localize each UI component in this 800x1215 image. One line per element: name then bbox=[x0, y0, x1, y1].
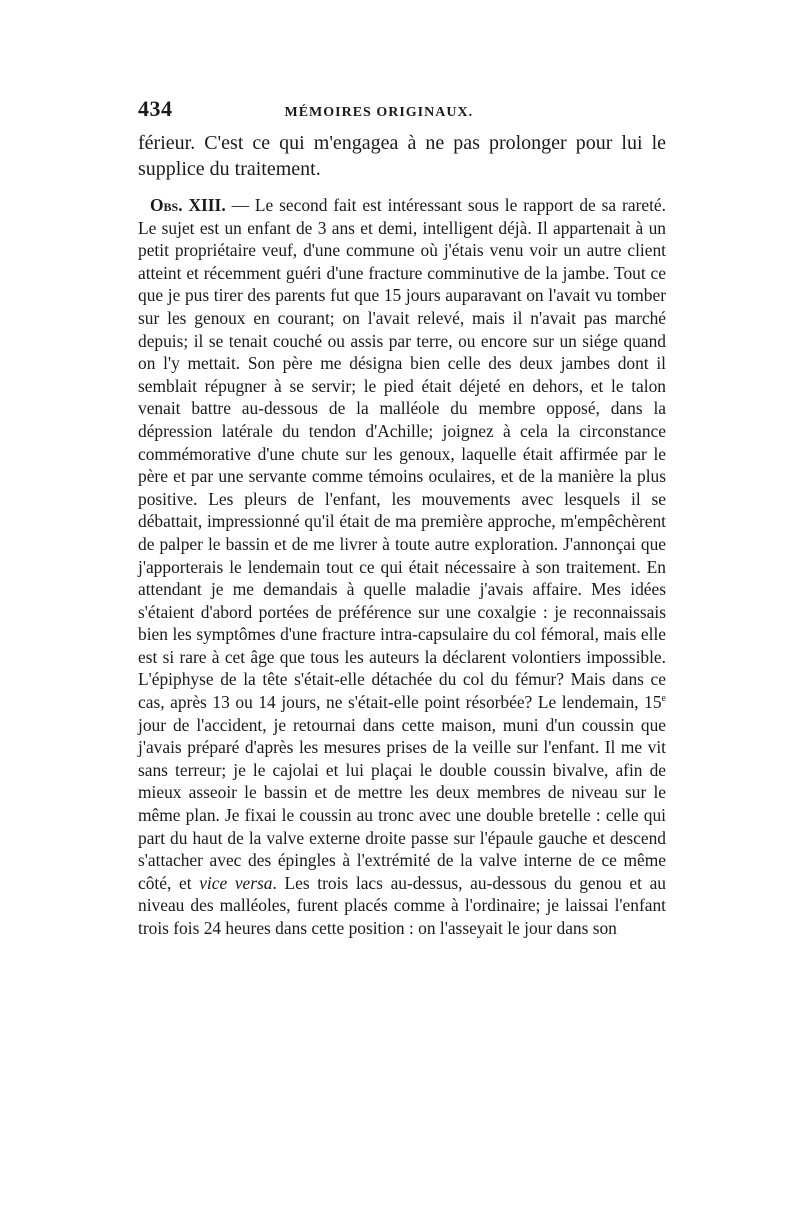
page-number: 434 bbox=[138, 96, 173, 121]
superscript-e: e bbox=[661, 693, 666, 705]
italic-vice-versa: vice versa bbox=[199, 872, 273, 893]
observation-text-part-3: . Les trois lacs au-dessus, au-dessous du genou et au niveau des malléoles, furent placés comme à l'ordinaire; je laissai l'enfant trois fois 24 heures dans cette position : on l'asseyait le jour dans son bbox=[138, 872, 666, 938]
observation-text-part-2: jour de l'accident, je retournai dans cette maison, muni d'un coussin que j'avais préparé d'après les mesures prises de la veille sur l'enfant. Il me vit sans terreur; je le cajolai et lui plaçai le double coussin bivalve, afin de mieux asseoir le bassin et de mettre les deux membres de niveau sur le même plan. Je fixai le coussin au tronc avec une double bretelle : celle qui part du haut de la valve externe droite passe sur l'épaule gauche et descend s'attacher avec des épingles à l'extrémité de la valve interne de ce même côté, et bbox=[138, 714, 666, 893]
page-header bbox=[138, 96, 666, 130]
book-page bbox=[138, 96, 666, 940]
lead-paragraph: férieur. C'est ce qui m'engagea à ne pas prolonger pour lui le supplice du traitement. bbox=[138, 132, 666, 180]
observation-paragraph bbox=[138, 194, 666, 940]
observation-label: Obs. XIII. bbox=[150, 195, 226, 215]
observation-text-part-1: — Le second fait est intéressant sous le rapport de sa rareté. Le sujet est un enfant de 3 ans et demi, intelligent déjà. Il appartenait à un petit propriétaire veuf, d'une commune où j'étais venu voir un autre client atteint et récemment guéri d'une fracture comminutive de la jambe. Tout ce que je pus tirer des parents fut que 15 jours auparavant on l'avait vu tomber sur les genoux en courant; on l'avait relevé, mais il n'avait pas marché depuis; il se tenait couché ou assis par terre, ou encore sur un siége quand on l'y mettait. Son père me désigna bien celle des deux jambes dont il semblait répugner à se servir; le pied était déjeté en dehors, et le talon venait battre au-dessous de la malléole du membre opposé, dans la dépression latérale du tendon d'Achille; joignez à cela la circonstance commémorative d'une chute sur les genoux, laquelle était affirmée par le père et par une servante comme témoins oculaires, et de la manière la plus positive. Les pleurs de l'enfant, les mouvements avec lesquels il se débattait, impressionné qu'il était de ma première approche, m'empêchèrent de palper le bassin et de me livrer à toute autre exploration. J'annonçai que j'apporterais le lendemain tout ce qui était nécessaire à son traitement. En attendant je me demandais à quelle maladie j'avais affaire. Mes idées s'étaient d'abord portées de préférence sur une coxalgie : je reconnaissais bien les symptômes d'une fracture intra-capsulaire du col fémoral, mais elle est si rare à cet âge que tous les auteurs la déclarent volontiers impossible. L'épiphyse de la tête s'était-elle détachée du col du fémur? Mais dans ce cas, après 13 ou 14 jours, ne s'était-elle point résorbée? Le lendemain, 15 bbox=[138, 195, 666, 713]
running-title: MÉMOIRES ORIGINAUX. bbox=[284, 105, 474, 120]
